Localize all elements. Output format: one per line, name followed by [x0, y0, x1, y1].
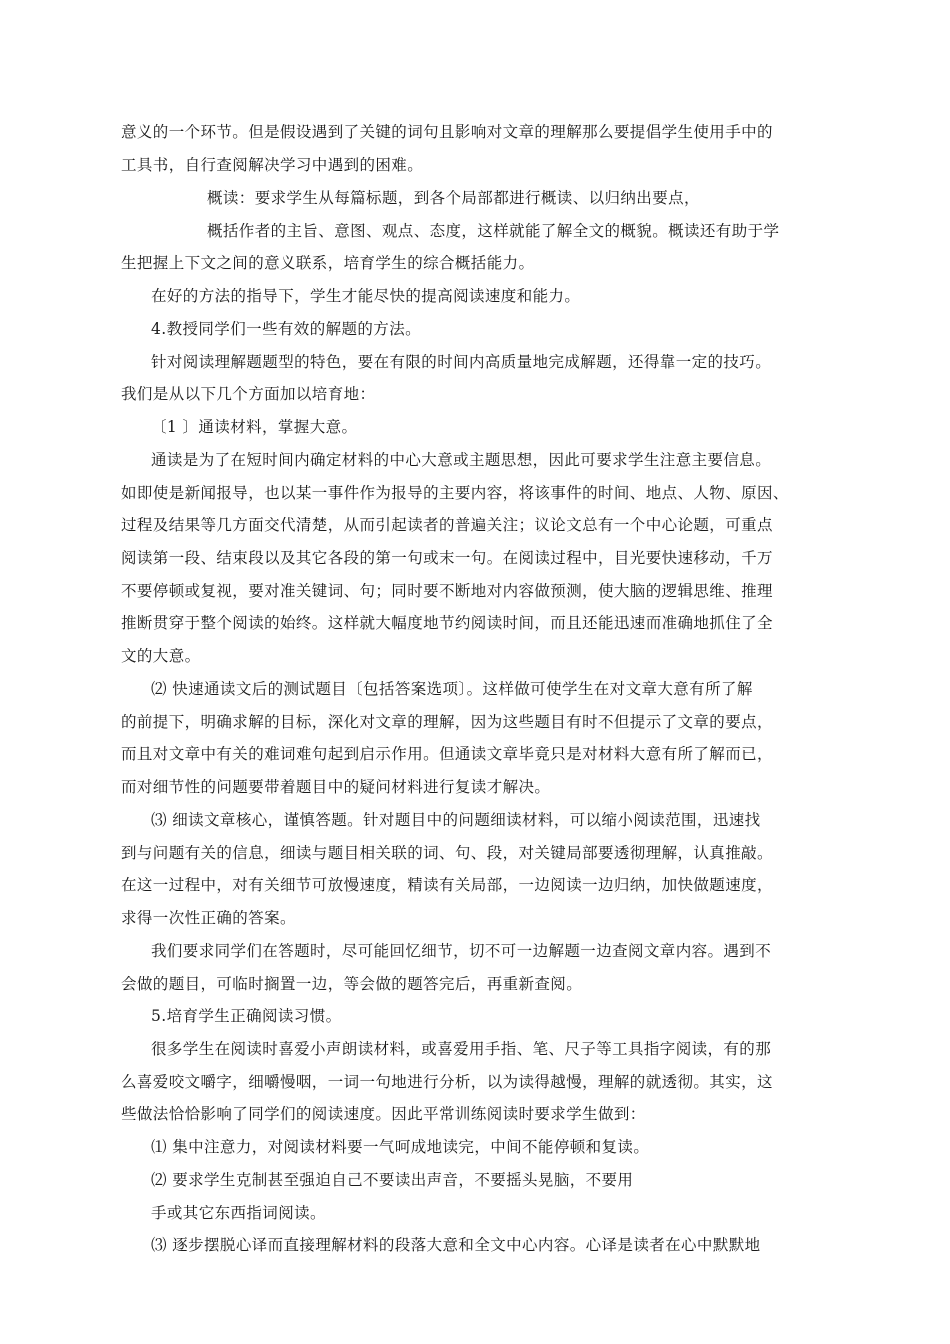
text-line: 会做的题目，可临时搁置一边，等会做的题答完后，再重新查阅。 [121, 975, 583, 993]
section-heading: 4.教授同学们一些有效的解题的方法。 [151, 320, 421, 338]
text-line: 很多学生在阅读时喜爱小声朗读材料，或喜爱用手指、笔、尺子等工具指字阅读，有的那 [151, 1040, 772, 1058]
list-item: ⑵ 要求学生克制甚至强迫自己不要读出声音，不要摇头晃脑，不要用 [151, 1171, 634, 1189]
text-line: 文的大意。 [121, 647, 201, 665]
list-item-heading: ⑵ 快速通读文后的测试题目〔包括答案选项〕。这样做可使学生在对文章大意有所了解 [151, 680, 753, 698]
list-item: ⑶ 逐步摆脱心译而直接理解材料的段落大意和全文中心内容。心译是读者在心中默默地 [151, 1236, 761, 1254]
list-item: ⑴ 集中注意力，对阅读材料要一气呵成地读完，中间不能停顿和复读。 [151, 1138, 650, 1156]
text-line: 过程及结果等几方面交代清楚，从而引起读者的普遍关注；议论文总有一个中心论题，可重点 [121, 516, 773, 534]
text-line: 手或其它东西指词阅读。 [151, 1204, 326, 1222]
list-item-heading: 〔1 〕通读材料，掌握大意。 [151, 418, 358, 436]
text-line: 通读是为了在短时间内确定材料的中心大意或主题思想，因此可要求学生注意主要信息。 [151, 451, 772, 469]
text-line: 意义的一个环节。但是假设遇到了关键的词句且影响对文章的理解那么要提倡学生使用手中的 [121, 123, 773, 141]
text-line: 我们是从以下几个方面加以培育地： [121, 385, 376, 403]
section-heading: 5.培育学生正确阅读习惯。 [151, 1007, 342, 1025]
text-line: 概括作者的主旨、意图、观点、态度，这样就能了解全文的概貌。概读还有助于学 [207, 222, 780, 240]
text-line: 求得一次性正确的答案。 [121, 909, 296, 927]
text-line: 而且对文章中有关的难词难句起到启示作用。但通读文章毕竟只是对材料大意有所了解而已， [121, 745, 773, 763]
text-line: 针对阅读理解题题型的特色，要在有限的时间内高质量地完成解题，还得靠一定的技巧。 [151, 353, 772, 371]
text-line: 在这一过程中，对有关细节可放慢速度，精读有关局部，一边阅读一边归纳，加快做题速度， [121, 876, 773, 894]
text-line: 如即使是新闻报导，也以某一事件作为报导的主要内容，将该事件的时间、地点、人物、原因、 [121, 484, 789, 502]
text-line: 的前提下，明确求解的目标，深化对文章的理解，因为这些题目有时不但提示了文章的要点， [121, 713, 773, 731]
list-item-heading: ⑶ 细读文章核心，谨慎答题。针对题目中的问题细读材料，可以缩小阅读范围，迅速找 [151, 811, 761, 829]
text-line: 概读：要求学生从每篇标题，到各个局部都进行概读、以归纳出要点， [207, 189, 700, 207]
text-line: 工具书，自行查阅解决学习中遇到的困难。 [121, 156, 424, 174]
text-line: 到与问题有关的信息，细读与题目相关联的词、句、段，对关键局部要透彻理解，认真推敲。 [121, 844, 773, 862]
text-line: 在好的方法的指导下，学生才能尽快的提高阅读速度和能力。 [151, 287, 581, 305]
text-line: 不要停顿或复视，要对准关键词、句；同时要不断地对内容做预测，使大脑的逻辑思维、推理 [121, 582, 773, 600]
text-line: 些做法恰恰影响了同学们的阅读速度。因此平常训练阅读时要求学生做到： [121, 1105, 646, 1123]
text-line: 推断贯穿于整个阅读的始终。这样就大幅度地节约阅读时间，而且还能迅速而准确地抓住了全 [121, 614, 773, 632]
text-line: 阅读第一段、结束段以及其它各段的第一句或末一句。在阅读过程中，目光要快速移动，千万 [121, 549, 773, 567]
text-line: 我们要求同学们在答题时，尽可能回忆细节，切不可一边解题一边查阅文章内容。遇到不 [151, 942, 772, 960]
text-line: 么喜爱咬文嚼字，细嚼慢咽，一词一句地进行分析，以为读得越慢，理解的就透彻。其实，这 [121, 1073, 773, 1091]
text-line: 而对细节性的问题要带着题目中的疑问材料进行复读才解决。 [121, 778, 551, 796]
text-line: 生把握上下文之间的意义联系，培育学生的综合概括能力。 [121, 254, 535, 272]
